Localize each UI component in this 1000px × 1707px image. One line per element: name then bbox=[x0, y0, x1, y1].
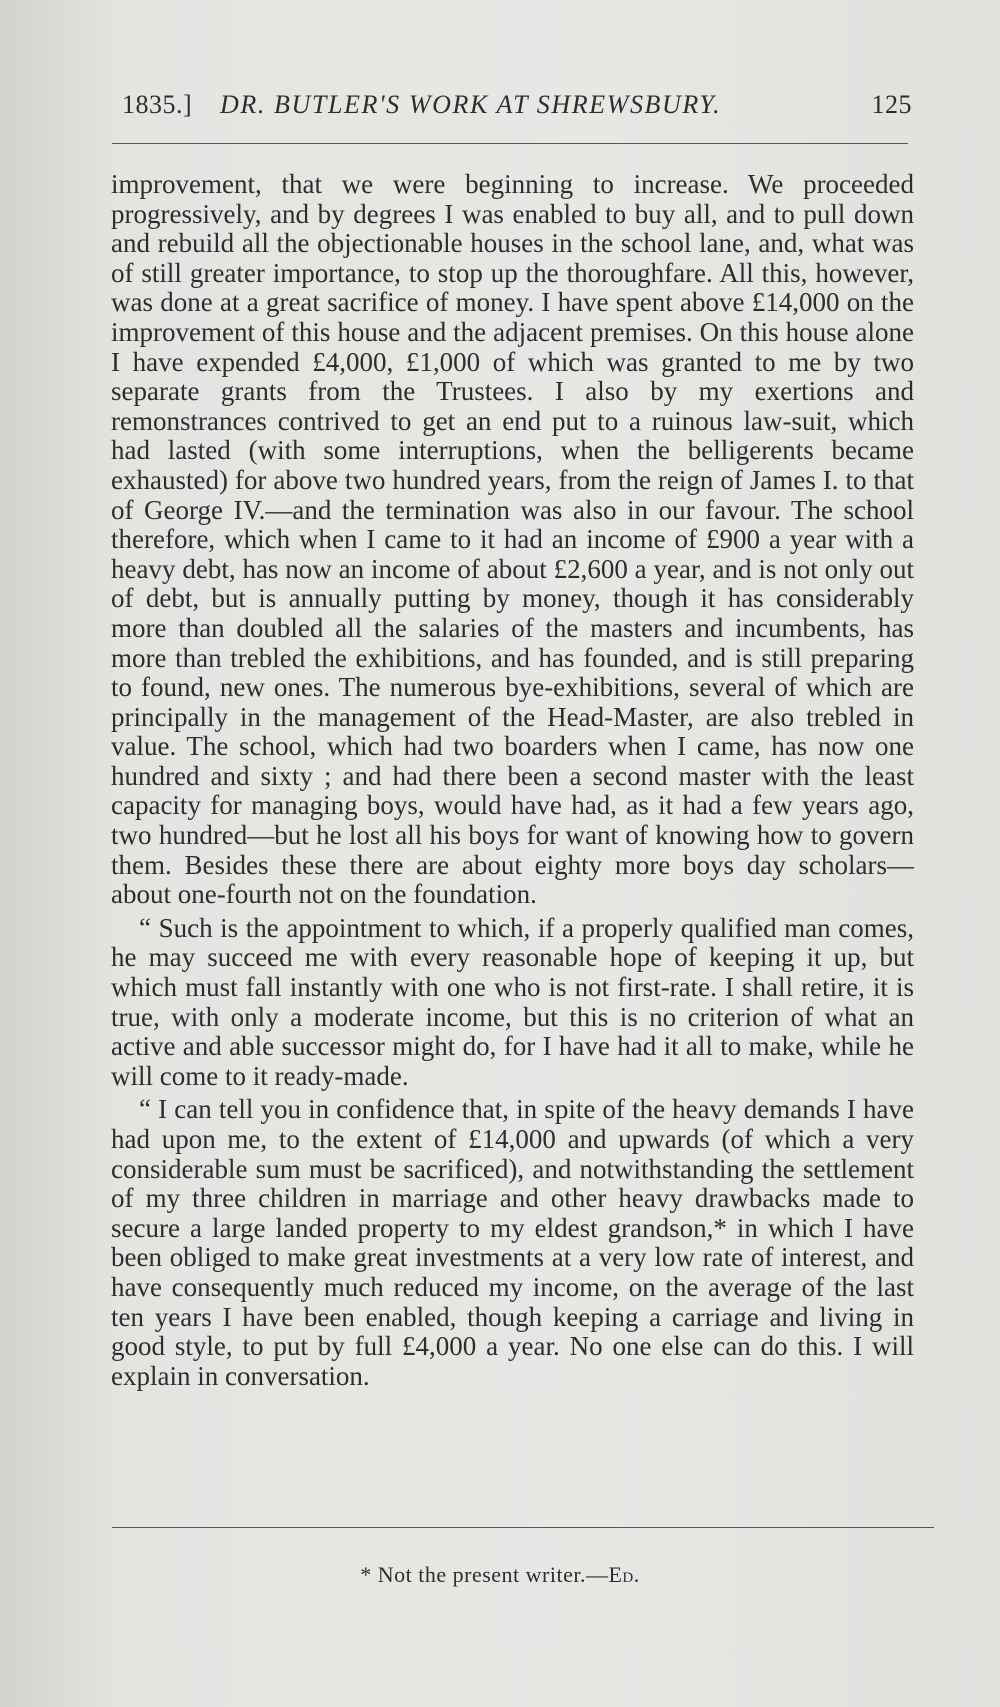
paragraph: “ I can tell you in confidence that, in spite of the heavy demands I have had upon me, to the extent of £14,000 and upwards (of which a very considerable sum must be sacrificed), and notwithstanding the settlement of my three children in marriage and other heavy drawbacks made to secure a large landed property to my eldest grandson,* in which I have been obliged to make great investments at a very low rate of interest, and have consequently much reduced my income, on the average of the last ten years I have been enabled, though keeping a carriage and living in good style, to put by full £4,000 a year. No one else can do this. I will explain in conversation. bbox=[111, 1094, 914, 1391]
body-text bbox=[111, 170, 914, 1391]
header-year: 1835.] bbox=[122, 90, 193, 119]
paragraph: improvement, that we were beginning to increase. We proceeded progressively, and by degrees I was enabled to buy all, and to pull down and rebuild all the objectionable houses in the school lane, and, what was of still greater importance, to stop up the thoroughfare. All this, however, was done at a great sacrifice of money. I have spent above £14,000 on the improvement of this house and the adjacent premises. On this house alone I have expended £4,000, £1,000 of which was granted to me by two separate grants from the Trustees. I also by my exertions and remonstrances contrived to get an end put to a ruinous law-suit, which had lasted (with some interruptions, when the belligerents became exhausted) for above two hundred years, from the reign of James I. to that of George IV.—and the termination was also in our favour. The school therefore, which when I came to it had an income of £900 a year with a heavy debt, has now an income of about £2,600 a year, and is not only out of debt, but is annually putting by money, though it has considerably more than doubled all the salaries of the masters and incumbents, has more than trebled the exhibitions, and has founded, and is still preparing to found, new ones. The numerous bye-exhibitions, several of which are principally in the management of the Head-Master, are also trebled in value. The school, which had two boarders when I came, has now one hundred and sixty ; and had there been a second master with the least capacity for managing boys, would have had, as it had a few years ago, two hundred—but he lost all his boys for want of knowing how to govern them. Besides these there are about eighty more boys day scholars—about one-fourth not on the foundation. bbox=[111, 169, 914, 910]
header-rule bbox=[112, 143, 908, 144]
page-number: 125 bbox=[871, 90, 912, 119]
header-title: DR. BUTLER'S WORK AT SHREWSBURY. bbox=[220, 90, 722, 119]
running-head bbox=[122, 90, 912, 130]
paragraph: “ Such is the appointment to which, if a properly qualified man comes, he may succeed me with every reasonable hope of keeping it up, but which must fall instantly with one who is not first-rate. I shall retire, it is true, with only a moderate income, but this is no criterion of what an active and able successor might do, for I have had it all to make, while he will come to it ready-made. bbox=[111, 912, 914, 1091]
footnote-text: * Not the present writer.— bbox=[360, 1562, 609, 1587]
footnote-signature: Ed. bbox=[608, 1562, 640, 1587]
footnote bbox=[0, 1562, 1000, 1588]
footnote-rule bbox=[112, 1527, 934, 1528]
